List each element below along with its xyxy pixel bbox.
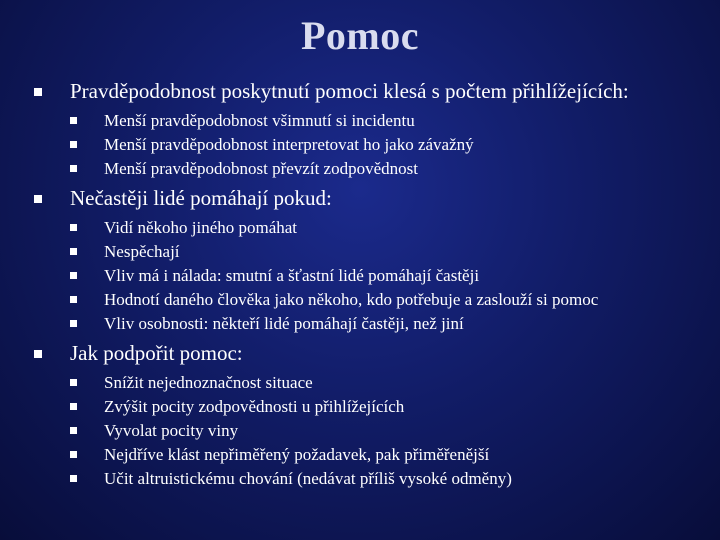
list-item-text: Vliv má i nálada: smutní a šťastní lidé pomáhají častěji	[104, 266, 480, 285]
list-item-text: Menší pravděpodobnost všimnutí si incidentu	[104, 111, 415, 130]
list-item-text: Menší pravděpodobnost převzít zodpovědnost	[104, 159, 418, 178]
square-bullet-icon	[70, 320, 77, 327]
section-heading: Pravděpodobnost poskytnutí pomoci klesá s počtem přihlížejících:	[70, 79, 629, 103]
square-bullet-icon	[70, 165, 77, 172]
list-item	[70, 469, 694, 488]
square-bullet-icon	[70, 248, 77, 255]
square-bullet-icon	[34, 88, 42, 96]
list-item	[70, 111, 694, 130]
list-item-text: Snížit nejednoznačnost situace	[104, 373, 313, 392]
list-item-text: Vyvolat pocity viny	[104, 421, 239, 440]
bullet-list	[34, 80, 694, 497]
list-item	[70, 242, 694, 261]
list-item-text: Nejdříve klást nepřiměřený požadavek, pak přiměřenější	[104, 445, 490, 464]
list-item	[70, 445, 694, 464]
list-item	[70, 159, 694, 178]
sub-list	[34, 111, 694, 178]
list-item	[70, 218, 694, 237]
sub-list	[34, 373, 694, 488]
bullet-section-1	[34, 80, 694, 103]
list-item-text: Učit altruistickému chování (nedávat příliš vysoké odměny)	[104, 469, 512, 488]
list-item	[70, 266, 694, 285]
list-item-text: Hodnotí daného člověka jako někoho, kdo potřebuje a zaslouží si pomoc	[104, 290, 599, 309]
square-bullet-icon	[70, 296, 77, 303]
list-item-text: Nespěchají	[104, 242, 180, 261]
list-item-text: Vidí někoho jiného pomáhat	[104, 218, 298, 237]
bullet-section-2	[34, 187, 694, 210]
square-bullet-icon	[34, 350, 42, 358]
square-bullet-icon	[70, 475, 77, 482]
list-item	[70, 135, 694, 154]
square-bullet-icon	[34, 195, 42, 203]
bullet-section-3	[34, 342, 694, 365]
list-item-text: Vliv osobnosti: někteří lidé pomáhají častěji, než jiní	[104, 314, 464, 333]
section-heading: Jak podpořit pomoc:	[70, 341, 243, 365]
list-item-text: Menší pravděpodobnost interpretovat ho jako závažný	[104, 135, 474, 154]
square-bullet-icon	[70, 451, 77, 458]
square-bullet-icon	[70, 117, 77, 124]
list-item	[70, 290, 694, 309]
list-item	[70, 314, 694, 333]
section-heading: Nečastěji lidé pomáhají pokud:	[70, 186, 332, 210]
list-item	[70, 373, 694, 392]
square-bullet-icon	[70, 224, 77, 231]
square-bullet-icon	[70, 427, 77, 434]
square-bullet-icon	[70, 403, 77, 410]
sub-list	[34, 218, 694, 333]
square-bullet-icon	[70, 379, 77, 386]
list-item	[70, 421, 694, 440]
list-item	[70, 397, 694, 416]
square-bullet-icon	[70, 272, 77, 279]
list-item-text: Zvýšit pocity zodpovědnosti u přihlížejících	[104, 397, 405, 416]
slide-title: Pomoc	[300, 13, 419, 58]
square-bullet-icon	[70, 141, 77, 148]
